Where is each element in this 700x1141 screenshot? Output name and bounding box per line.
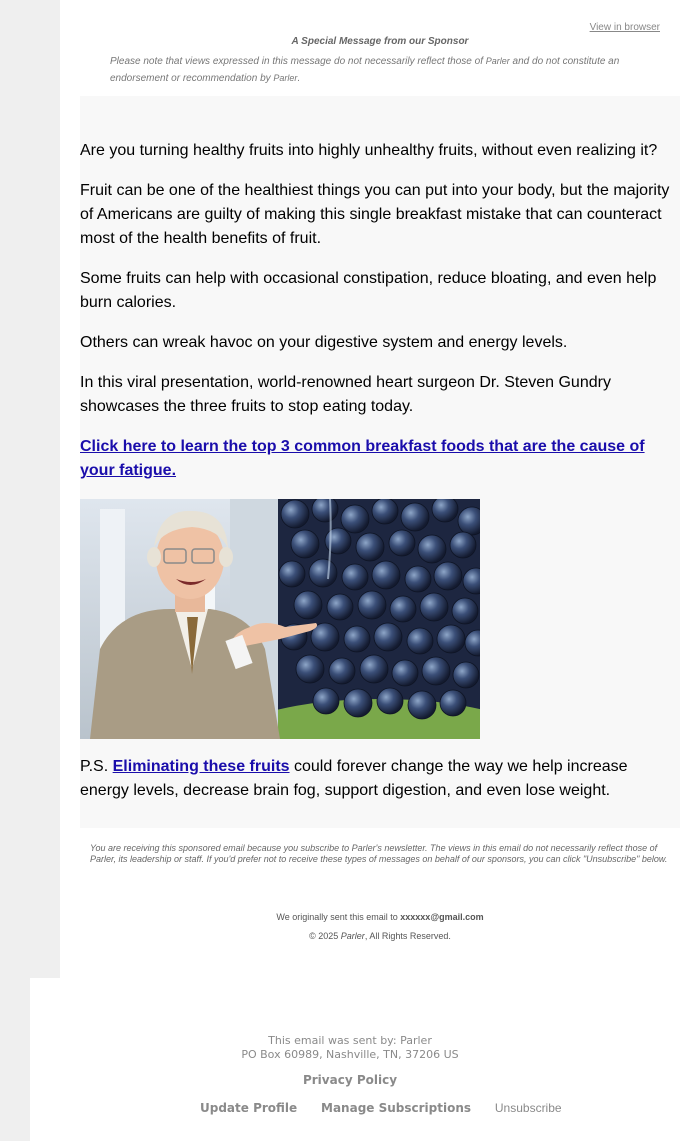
update-profile-link[interactable]: Update Profile: [200, 1101, 298, 1115]
paragraph-intro: Are you turning healthy fruits into highly unhealthy fruits, without even realizing it?: [80, 142, 658, 159]
disclaimer-brand-1: Parler: [485, 56, 510, 66]
cta-paragraph: [80, 435, 675, 483]
paragraph-some-fruits: Some fruits can help with occasional constipation, reduce bloating, and even help burn calories.: [80, 270, 657, 311]
sponsor-disclaimer: [110, 53, 630, 87]
disclaimer-text-1: Please note that views expressed in this message do not necessarily reflect those of: [110, 56, 486, 67]
copyright-line: [60, 931, 700, 941]
ad-content: [80, 96, 680, 828]
paragraph-others: Others can wreak havoc on your digestive system and energy levels.: [80, 334, 568, 351]
cta-link[interactable]: Click here to learn the top 3 common breakfast foods that are the cause of your fatigue.: [80, 438, 645, 479]
footer-links: [200, 1101, 582, 1115]
ps-link[interactable]: Eliminating these fruits: [112, 758, 290, 775]
promo-image[interactable]: [80, 499, 480, 739]
recipient-email: xxxxxx@gmail.com: [400, 912, 484, 922]
manage-subscriptions-link[interactable]: Manage Subscriptions: [321, 1101, 472, 1115]
sponsor-footnote: You are receiving this sponsored email because you subscribe to Parler's newsletter. The views in this email do not necessarily reflect those of Parler, its leadership or staff. If you'd prefer not to receive these types of messages on behalf of our sponsors, you can click "Unsubscribe" below.: [90, 843, 668, 864]
copyright-suffix: , All Rights Reserved.: [364, 931, 451, 941]
privacy-policy-link[interactable]: Privacy Policy: [302, 1073, 398, 1087]
left-gutter: [0, 0, 60, 978]
ps-text: could forever change the way we help increase energy levels, decrease brain fog, support digestion, and even lose weight.: [80, 758, 628, 799]
sent-to-line: [60, 912, 700, 922]
email-footer: [30, 978, 700, 1141]
copyright-brand: Parler: [340, 931, 365, 941]
postscript-paragraph: [80, 755, 675, 803]
sender-address: PO Box 60989, Nashville, TN, 37206 US: [241, 1048, 459, 1061]
disclaimer-text-3: .: [297, 73, 301, 84]
paragraph-presentation: In this viral presentation, world-renowned heart surgeon Dr. Steven Gundry showcases the three fruits to stop eating today.: [80, 374, 611, 415]
paragraph-fruit-benefits: Fruit can be one of the healthiest things you can put into your body, but the majority of Americans are guilty of making this single breakfast mistake that can counteract most of the health benefits of fruit.: [80, 182, 670, 247]
ps-prefix: P.S.: [80, 758, 113, 775]
copyright-prefix: © 2025: [309, 931, 341, 941]
unsubscribe-link[interactable]: Unsubscribe: [494, 1101, 562, 1115]
email-body: [60, 0, 700, 978]
disclaimer-brand-2: Parler: [273, 73, 298, 83]
sponsor-title: A Special Message from our Sponsor: [291, 36, 469, 47]
view-in-browser-link[interactable]: View in browser: [589, 22, 660, 33]
disclaimer-text-2: and do not constitute an endorsement or recommendation by: [110, 56, 620, 84]
sent-to-prefix: We originally sent this email to: [276, 912, 401, 922]
promo-image-graphic: [80, 499, 480, 739]
sent-by-text: This email was sent by: Parler: [268, 1034, 432, 1047]
